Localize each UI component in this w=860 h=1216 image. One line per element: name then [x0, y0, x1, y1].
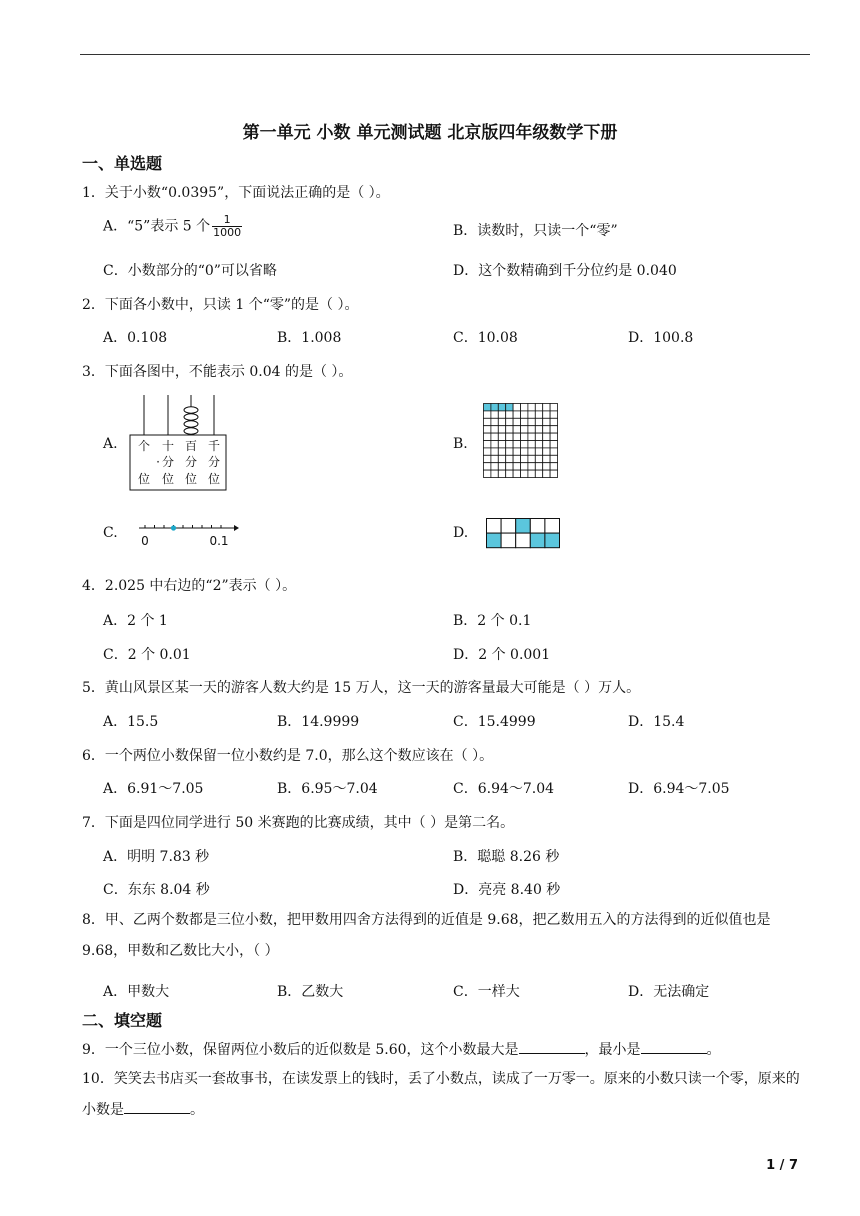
grid-cell — [491, 448, 498, 455]
abacus-place-label: 位 — [184, 472, 198, 486]
grid-cell — [513, 426, 520, 433]
grid-cell — [506, 433, 513, 440]
question-9-stem — [82, 1039, 721, 1059]
number-line-arrow — [234, 525, 239, 531]
question-5-option-c[interactable]: C．15.4999 — [453, 714, 536, 730]
question-3-option-a-label[interactable]: A. — [103, 436, 118, 452]
question-1-option-d[interactable]: D．这个数精确到千分位约是 0.040 — [453, 263, 677, 279]
number-line-figure[interactable] — [136, 518, 240, 548]
question-7-option-c[interactable]: C．东东 8.04 秒 — [103, 882, 210, 898]
abacus-place-label: 分 — [161, 455, 175, 469]
abacus-beads — [184, 407, 198, 434]
question-6-stem: 6．一个两位小数保留一位小数约是 7.0，那么这个数应该在（ ）。 — [82, 748, 494, 764]
grid-cell — [550, 470, 557, 477]
grid-cell — [550, 448, 557, 455]
header-rule — [80, 54, 810, 55]
question-1-stem: 1．关于小数“0.0395”，下面说法正确的是（ ）。 — [82, 185, 390, 201]
section-heading-fill-blank: 二、填空题 — [82, 1011, 163, 1030]
abacus-place-label: 千 — [207, 439, 221, 453]
grid-cell — [543, 463, 550, 470]
question-2-stem: 2．下面各小数中，只读 1 个“零”的是（ ）。 — [82, 297, 359, 313]
grid-cell — [513, 455, 520, 462]
abacus-place-label: 分 — [207, 455, 221, 469]
strip-cell — [516, 533, 531, 548]
fraction — [212, 214, 242, 239]
grid-cell — [484, 463, 491, 470]
grid-cell-shaded — [491, 404, 498, 411]
number-line-point — [171, 525, 176, 530]
grid-cell — [513, 463, 520, 470]
grid-cell — [484, 441, 491, 448]
grid-cell — [521, 441, 528, 448]
grid-cell-shaded — [506, 404, 513, 411]
grid-cell — [498, 463, 505, 470]
number-line-start-label: 0 — [141, 534, 149, 548]
question-1-option-c[interactable]: C．小数部分的“0”可以省略 — [103, 263, 277, 279]
grid-cell — [543, 455, 550, 462]
grid-cell — [506, 463, 513, 470]
grid-cell — [528, 433, 535, 440]
abacus-decimal-point: · — [156, 455, 160, 469]
grid-cell — [498, 448, 505, 455]
grid-cell — [513, 404, 520, 411]
question-10-text: 。 — [190, 1102, 204, 1118]
grid-cell — [535, 470, 542, 477]
grid-cell — [543, 433, 550, 440]
grid-cell — [535, 404, 542, 411]
grid-cell — [521, 426, 528, 433]
strip-cell-shaded — [516, 519, 531, 534]
grid-cell — [528, 411, 535, 418]
grid-cell — [535, 418, 542, 425]
grid-cell — [543, 426, 550, 433]
question-1-option-b[interactable]: B．读数时，只读一个“零” — [453, 223, 618, 239]
abacus-place-label: 分 — [184, 455, 198, 469]
question-4-stem: 4．2.025 中右边的“2”表示（ ）。 — [82, 578, 297, 594]
question-7-option-b[interactable]: B．聪聪 8.26 秒 — [453, 849, 560, 865]
strip-cell — [545, 519, 560, 534]
question-2-option-b[interactable]: B．1.008 — [277, 330, 342, 346]
grid-cell — [491, 418, 498, 425]
grid-cell — [543, 448, 550, 455]
grid-cell — [484, 455, 491, 462]
grid-cell — [513, 470, 520, 477]
grid-cell — [535, 433, 542, 440]
strip-cell — [501, 533, 516, 548]
question-9-text: ，最小是 — [584, 1042, 641, 1058]
grid-cell — [521, 470, 528, 477]
question-8-stem: 8．甲、乙两个数都是三位小数，把甲数用四舍方法得到的近值是 9.68，把乙数用五入的方法得到的近似值也是 9.68，甲数和乙数比大小，（ ） — [82, 912, 771, 959]
question-1-option-a[interactable] — [103, 214, 242, 239]
question-6-option-c[interactable]: C．6.94～7.04 — [453, 781, 555, 797]
grid-cell — [543, 411, 550, 418]
grid-cell — [484, 426, 491, 433]
strip-cell-shaded — [530, 533, 545, 548]
question-9-text: 9．一个三位小数，保留两位小数后的近似数是 5.60，这个小数最大是 — [82, 1042, 519, 1058]
grid-cell — [498, 441, 505, 448]
grid-cell — [535, 411, 542, 418]
grid-cell — [491, 426, 498, 433]
grid-cell — [535, 463, 542, 470]
grid-cell — [491, 433, 498, 440]
grid-cell — [528, 448, 535, 455]
question-7-stem: 7．下面是四位同学进行 50 米赛跑的比赛成绩，其中（ ）是第二名。 — [82, 815, 515, 831]
abacus-place-label: 位 — [161, 472, 175, 486]
grid-cell — [491, 463, 498, 470]
grid-cell — [543, 441, 550, 448]
question-7-option-d[interactable]: D．亮亮 8.40 秒 — [453, 882, 561, 898]
page-title: 第一单元 小数 单元测试题 北京版四年级数学下册 — [242, 123, 618, 143]
grid-cell — [528, 455, 535, 462]
grid-cell — [550, 441, 557, 448]
grid-cell — [498, 418, 505, 425]
grid-cell — [543, 404, 550, 411]
question-5-option-a[interactable]: A．15.5 — [103, 714, 159, 730]
grid-cell — [550, 418, 557, 425]
grid-cell — [528, 426, 535, 433]
question-5-option-b[interactable]: B．14.9999 — [277, 714, 360, 730]
grid-cell — [543, 470, 550, 477]
grid-cell — [535, 426, 542, 433]
question-9-text: 。 — [706, 1042, 721, 1058]
abacus-place-label: 位 — [207, 472, 221, 486]
abacus-figure[interactable] — [128, 395, 228, 491]
grid-cell — [506, 448, 513, 455]
grid-cell — [506, 441, 513, 448]
grid-cell-shaded — [498, 404, 505, 411]
question-3-option-d-label[interactable]: D. — [453, 525, 469, 541]
grid-cell — [550, 411, 557, 418]
grid-cell — [484, 411, 491, 418]
question-4-option-b[interactable]: B．2 个 0.1 — [453, 613, 532, 629]
abacus-place-label: 位 — [137, 472, 151, 486]
answer-blank[interactable] — [641, 1041, 707, 1054]
grid-cell — [484, 418, 491, 425]
grid-cell — [491, 470, 498, 477]
grid-cell — [506, 455, 513, 462]
grid-cell — [535, 455, 542, 462]
answer-blank[interactable] — [519, 1041, 585, 1054]
grid-cell — [513, 411, 520, 418]
strip-cell-shaded — [545, 533, 560, 548]
grid-cell — [528, 470, 535, 477]
question-8-option-d[interactable]: D．无法确定 — [628, 984, 710, 1000]
grid-cell — [491, 455, 498, 462]
grid-cell — [528, 418, 535, 425]
question-10-text: 10．笑笑去书店买一套故事书，在读发票上的钱时，丢了小数点，读成了一万零一。原来的小数只读一个零，原来的小数是 — [82, 1071, 800, 1118]
number-line-end-label: 0.1 — [209, 534, 229, 548]
grid-cell — [513, 448, 520, 455]
grid-cell — [550, 426, 557, 433]
question-7-option-a[interactable]: A．明明 7.83 秒 — [103, 849, 210, 865]
strip-cell — [530, 519, 545, 534]
section-heading-single-choice: 一、单选题 — [82, 154, 163, 173]
abacus-place-label: 十 — [161, 439, 175, 453]
grid-cell — [498, 426, 505, 433]
option-a-text: A．“5”表示 5 个 — [103, 218, 211, 235]
grid-cell — [521, 411, 528, 418]
question-3-option-b-label[interactable]: B. — [453, 436, 468, 452]
grid-cell — [498, 455, 505, 462]
grid-cell — [521, 448, 528, 455]
grid-cell — [521, 463, 528, 470]
grid-cell — [506, 426, 513, 433]
question-6-option-d[interactable]: D．6.94～7.05 — [628, 781, 730, 797]
grid-cell — [543, 418, 550, 425]
grid-cell — [550, 433, 557, 440]
question-6-option-b[interactable]: B．6.95～7.04 — [277, 781, 378, 797]
fraction-denominator: 1000 — [213, 226, 242, 239]
strip-grid-figure[interactable] — [486, 518, 562, 550]
grid-cell — [506, 470, 513, 477]
grid-cell — [506, 418, 513, 425]
grid-cell — [521, 404, 528, 411]
grid-cell — [491, 411, 498, 418]
grid-cell — [513, 433, 520, 440]
question-2-option-d[interactable]: D．100.8 — [628, 330, 694, 346]
grid-cell — [498, 433, 505, 440]
grid-cell — [513, 441, 520, 448]
abacus-place-label: 个 — [137, 439, 151, 453]
grid-cell — [550, 404, 557, 411]
question-8-option-a[interactable]: A．甲数大 — [103, 984, 170, 1000]
grid-cell — [506, 411, 513, 418]
question-5-stem: 5．黄山风景区某一天的游客人数大约是 15 万人，这一天的游客量最大可能是（ ）万人。 — [82, 680, 641, 696]
abacus-rods — [144, 395, 214, 435]
question-2-option-a[interactable]: A．0.108 — [103, 330, 168, 346]
question-4-option-c[interactable]: C．2 个 0.01 — [103, 647, 191, 663]
question-8-option-c[interactable]: C．一样大 — [453, 984, 520, 1000]
answer-blank[interactable] — [124, 1101, 190, 1114]
question-4-option-a[interactable]: A．2 个 1 — [103, 613, 168, 629]
question-3-stem: 3．下面各图中，不能表示 0.04 的是（ ）。 — [82, 364, 353, 380]
grid-cell — [498, 470, 505, 477]
strip-cell-shaded — [487, 533, 502, 548]
grid-cell — [521, 418, 528, 425]
grid-cell — [513, 418, 520, 425]
grid-cell — [550, 455, 557, 462]
grid-cell — [491, 441, 498, 448]
grid-cell — [521, 433, 528, 440]
grid-cell — [498, 411, 505, 418]
question-2-option-c[interactable]: C．10.08 — [453, 330, 518, 346]
grid-cell — [535, 448, 542, 455]
grid-cell — [528, 404, 535, 411]
strip-cell — [487, 519, 502, 534]
strip-cell — [501, 519, 516, 534]
grid-cell-shaded — [484, 404, 491, 411]
grid-cell — [484, 470, 491, 477]
question-8-option-b[interactable]: B．乙数大 — [277, 984, 344, 1000]
grid-cell — [484, 448, 491, 455]
page-number: 1 / 7 — [766, 1158, 798, 1173]
hundred-grid-figure[interactable] — [483, 403, 559, 479]
question-3-option-c-label[interactable]: C. — [103, 525, 118, 541]
question-6-option-a[interactable]: A．6.91～7.05 — [103, 781, 204, 797]
grid-cell — [528, 441, 535, 448]
grid-cell — [521, 455, 528, 462]
grid-cell — [484, 433, 491, 440]
grid-cell — [528, 463, 535, 470]
question-4-option-d[interactable]: D．2 个 0.001 — [453, 647, 551, 663]
grid-cell — [550, 463, 557, 470]
grid-cell — [535, 441, 542, 448]
fraction-numerator: 1 — [212, 214, 242, 227]
abacus-place-label: 百 — [184, 439, 198, 453]
question-5-option-d[interactable]: D．15.4 — [628, 714, 685, 730]
question-10-stem — [82, 1064, 810, 1126]
